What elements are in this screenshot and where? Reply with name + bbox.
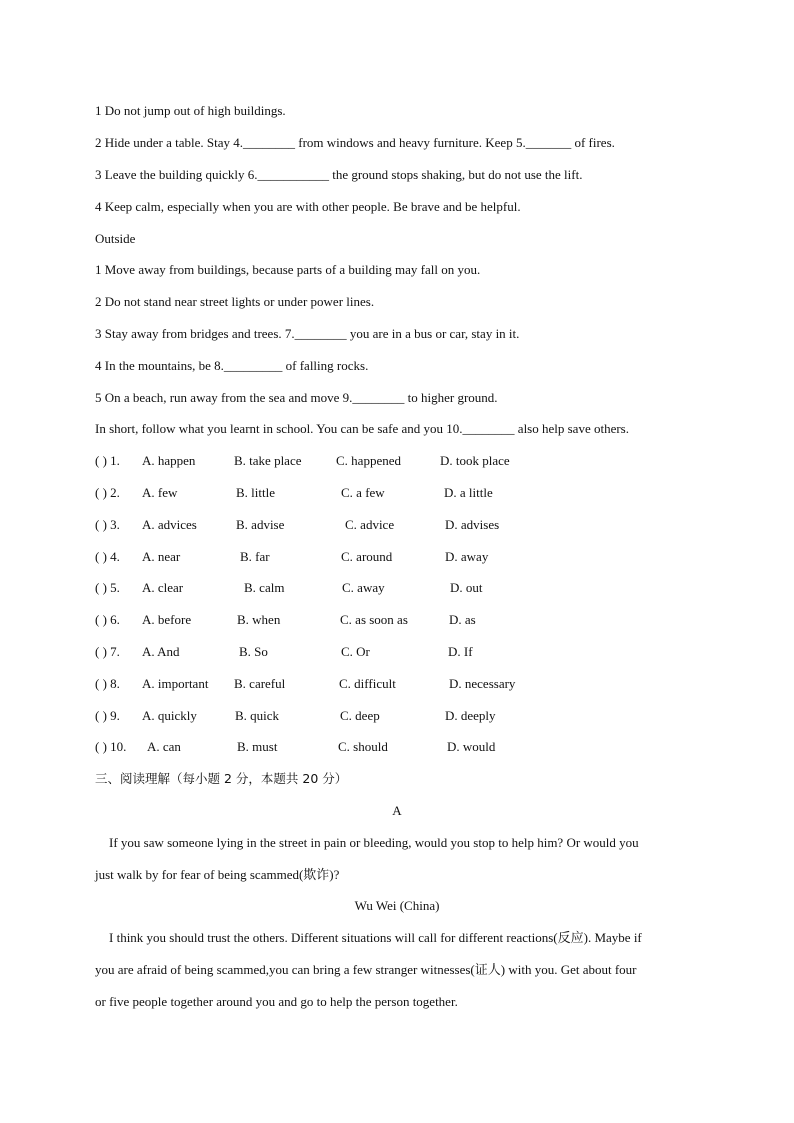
section-title: 三、阅读理解（每小题 2 分，本题共 20 分）	[95, 771, 348, 786]
option-c: C. around	[341, 549, 393, 564]
option-a: A. important	[142, 676, 209, 691]
outside-line-3: 3 Stay away from bridges and trees. 7.________ you are in a bus or car, stay in it.	[95, 326, 520, 341]
option-b: B. little	[236, 485, 275, 500]
outside-line-2: 2 Do not stand near street lights or under power lines.	[95, 294, 375, 309]
outside-line-1: 1 Move away from buildings, because parts of a building may fall on you.	[95, 262, 481, 277]
option-d: D. would	[447, 739, 496, 754]
option-d: D. out	[450, 580, 483, 595]
question-number: ( ) 3.	[95, 517, 120, 532]
intro-line-2: just walk by for fear of being scammed(欺诈)?	[95, 867, 340, 882]
option-b: B. advise	[236, 517, 285, 532]
question-number: ( ) 1.	[95, 453, 120, 468]
option-d: D. deeply	[445, 708, 496, 723]
paragraph-line-2: you are afraid of being scammed,you can bring a few stranger witnesses(证人) with you. Get about four	[95, 962, 637, 977]
option-b: B. careful	[234, 676, 286, 691]
option-a: A. And	[142, 644, 180, 659]
passage-label: A	[392, 803, 402, 818]
option-c: C. should	[338, 739, 388, 754]
option-b: B. calm	[244, 580, 285, 595]
cloze-line-2: 2 Hide under a table. Stay 4.________ from windows and heavy furniture. Keep 5._______ of fires.	[95, 135, 615, 150]
cloze-line-1: 1 Do not jump out of high buildings.	[95, 103, 286, 118]
question-number: ( ) 5.	[95, 580, 120, 595]
cloze-line-3: 3 Leave the building quickly 6.___________ the ground stops shaking, but do not use the lift.	[95, 167, 583, 182]
option-b: B. take place	[234, 453, 302, 468]
option-d: D. away	[445, 549, 489, 564]
option-d: D. took place	[440, 453, 510, 468]
option-a: A. happen	[142, 453, 196, 468]
option-c: C. Or	[341, 644, 370, 659]
outside-heading: Outside	[95, 231, 136, 246]
option-c: C. happened	[336, 453, 401, 468]
question-number: ( ) 7.	[95, 644, 120, 659]
question-number: ( ) 4.	[95, 549, 120, 564]
option-b: B. quick	[235, 708, 280, 723]
option-a: A. few	[142, 485, 178, 500]
option-a: A. advices	[142, 517, 197, 532]
question-number: ( ) 9.	[95, 708, 120, 723]
option-d: D. as	[449, 612, 476, 627]
option-d: D. necessary	[449, 676, 516, 691]
paragraph-line-3: or five people together around you and go to help the person together.	[95, 994, 458, 1009]
question-number: ( ) 10.	[95, 739, 127, 754]
cloze-line-4: 4 Keep calm, especially when you are with other people. Be brave and be helpful.	[95, 199, 521, 214]
question-number: ( ) 6.	[95, 612, 120, 627]
summary-line: In short, follow what you learnt in school. You can be safe and you 10.________ also help save others.	[95, 421, 629, 436]
option-a: A. before	[142, 612, 192, 627]
option-a: A. near	[142, 549, 181, 564]
option-a: A. clear	[142, 580, 184, 595]
option-a: A. can	[147, 739, 181, 754]
option-b: B. far	[240, 549, 270, 564]
intro-line-1: If you saw someone lying in the street in pain or bleeding, would you stop to help him? Or would you	[109, 835, 639, 850]
option-b: B. when	[237, 612, 281, 627]
option-c: C. difficult	[339, 676, 396, 691]
option-c: C. deep	[340, 708, 380, 723]
question-number: ( ) 2.	[95, 485, 120, 500]
speaker-name: Wu Wei (China)	[354, 898, 440, 913]
option-a: A. quickly	[142, 708, 197, 723]
option-d: D. If	[448, 644, 473, 659]
outside-line-5: 5 On a beach, run away from the sea and move 9.________ to higher ground.	[95, 390, 498, 405]
outside-line-4: 4 In the mountains, be 8._________ of falling rocks.	[95, 358, 369, 373]
option-c: C. a few	[341, 485, 385, 500]
option-d: D. a little	[444, 485, 493, 500]
option-c: C. away	[342, 580, 385, 595]
option-b: B. So	[239, 644, 268, 659]
option-c: C. as soon as	[340, 612, 408, 627]
option-c: C. advice	[345, 517, 395, 532]
option-d: D. advises	[445, 517, 500, 532]
paragraph-line-1: I think you should trust the others. Different situations will call for different reactions(反应). Maybe if	[109, 930, 642, 945]
question-number: ( ) 8.	[95, 676, 120, 691]
option-b: B. must	[237, 739, 278, 754]
